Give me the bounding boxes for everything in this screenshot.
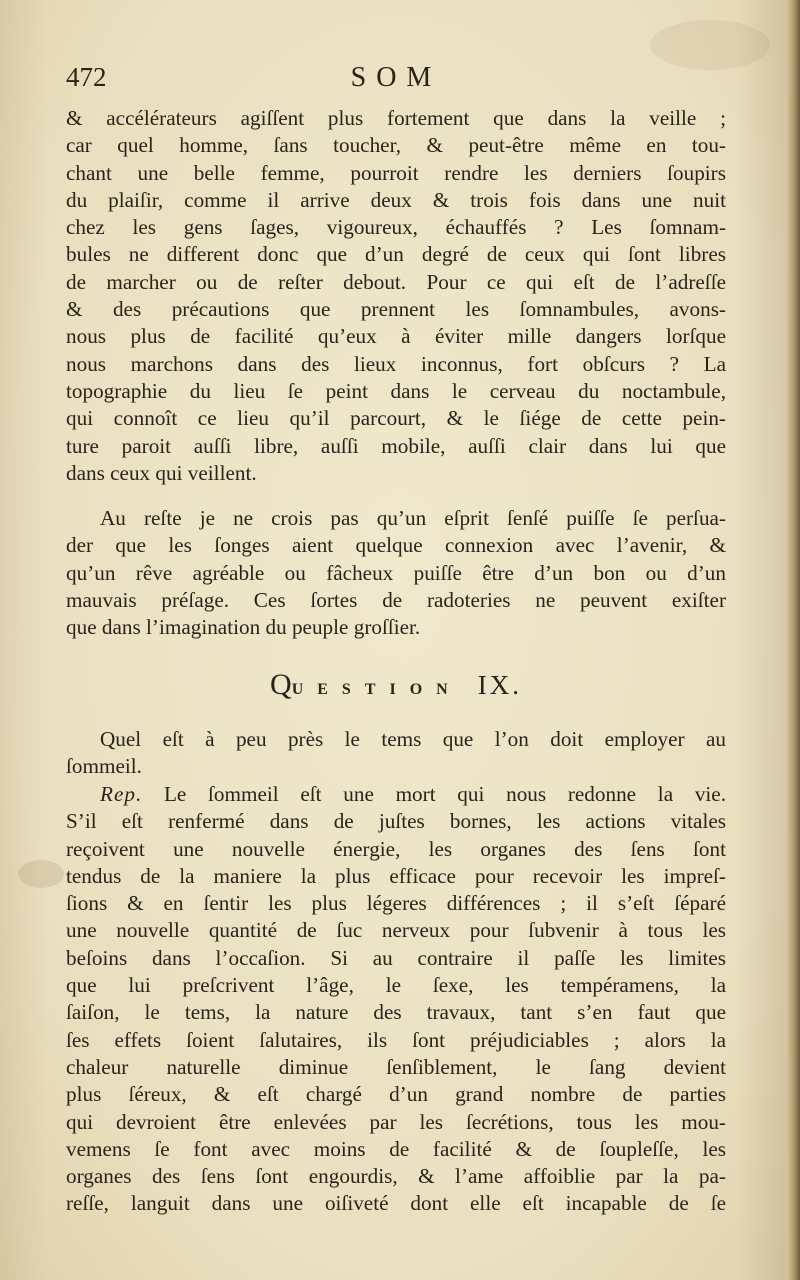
text-line: S’il eſt renfermé dans de juſtes bornes, les actions vitales	[66, 809, 726, 834]
text-line: vemens ſe font avec moins de facilité & de ſoupleſſe, les	[66, 1136, 726, 1161]
heading-initial: Q	[270, 668, 292, 701]
answer-label: Rep.	[100, 782, 143, 806]
text-line: que lui preſcrivent l’âge, le ſexe, les tempéramens, la	[66, 973, 726, 998]
text-line: plus ſéreux, & eſt chargé d’un grand nombre de parties	[66, 1082, 726, 1107]
text-line: qui devroient être enlevées par les ſecrétions, tous les mou-	[66, 1109, 726, 1134]
text-line: mauvais préſage. Ces ſortes de radoteries ne peuvent exiſter	[66, 587, 726, 612]
text-line: ſions & en ſentir les plus légeres différences ; il s’eſt ſéparé	[66, 891, 726, 916]
text-line: ture paroit auſſi libre, auſſi mobile, auſſi clair dans lui que	[66, 433, 726, 458]
text-line: reſſe, languit dans une oiſiveté dont elle eſt incapable de ſe	[66, 1191, 726, 1216]
text-line: beſoins dans l’occaſion. Si au contraire il paſſe les limites	[66, 945, 726, 970]
text-line: nous marchons dans des lieux inconnus, fort obſcurs ? La	[66, 351, 726, 376]
text-line: ſaiſon, le tems, la nature des travaux, tant s’en faut que	[66, 1000, 726, 1025]
text-line: nous plus de facilité qu’eux à éviter mille dangers lorſque	[66, 324, 726, 349]
running-head: SOM	[350, 62, 442, 93]
text-line: bules ne different donc que d’un degré de ceux qui ſont libres	[66, 242, 726, 267]
text-line: organes des ſens ſont engourdis, & l’ame affoiblie par la pa-	[66, 1164, 726, 1189]
paragraph-1	[66, 105, 726, 487]
text-line: qu’un rêve agréable ou fâcheux puiſſe être d’un bon ou d’un	[66, 560, 726, 585]
heading-numeral: IX.	[477, 670, 522, 700]
text-line: chant une belle femme, pourroit rendre les derniers ſoupirs	[66, 160, 726, 185]
text-line: & des précautions que prennent les ſomnambules, avons-	[66, 297, 726, 322]
text-line: ſommeil.	[66, 754, 142, 779]
paragraph-2	[66, 505, 726, 641]
text-line: reçoivent une nouvelle énergie, les organes des ſens ſont	[66, 836, 726, 861]
text-line: qui connoît ce lieu qu’il parcourt, & le ſiége de cette pein-	[66, 406, 726, 431]
text-line: car quel homme, ſans toucher, & peut-être même en tou-	[66, 133, 726, 158]
answer-paragraph	[66, 781, 726, 1218]
page-gutter	[786, 0, 800, 1280]
paper-stain	[18, 860, 64, 888]
text-line: ſes effets ſoient ſalutaires, ils ſont préjudiciables ; alors la	[66, 1027, 726, 1052]
text-line: topographie du lieu ſe peint dans le cerveau du noctambule,	[66, 378, 726, 403]
question-paragraph	[66, 726, 726, 781]
text-line: une nouvelle quantité de ſuc nerveux pour ſubvenir à tous les	[66, 918, 726, 943]
text-line: chaleur naturelle diminue ſenſiblement, le ſang devient	[66, 1054, 726, 1079]
section-heading	[66, 668, 726, 702]
answer-first-line-text: Le ſommeil eſt une mort qui nous redonne la vie.	[163, 782, 726, 806]
text-line: chez les gens ſages, vigoureux, échauffés ? Les ſomnam-	[66, 215, 726, 240]
text-line: Quel eſt à peu près le tems que l’on doit employer au	[100, 727, 726, 751]
answer-first-line	[66, 781, 726, 808]
page-header	[66, 62, 726, 102]
text-line: Au reſte je ne crois pas qu’un eſprit ſenſé puiſſe ſe perſua-	[100, 506, 726, 530]
text-line: tendus de la maniere la plus efficace pour recevoir les impreſ-	[66, 863, 726, 888]
heading-word: UESTION	[291, 681, 462, 698]
text-line: du plaiſir, comme il arrive deux & trois fois dans une nuit	[66, 187, 726, 212]
page-number: 472	[66, 62, 107, 92]
text-line: dans ceux qui veillent.	[66, 460, 257, 485]
text-line: & accélérateurs agiſſent plus fortement que dans la veille ;	[66, 106, 726, 130]
text-line: que dans l’imagination du peuple groſſier.	[66, 615, 421, 640]
text-line: der que les ſonges aient quelque connexion avec l’avenir, &	[66, 533, 726, 558]
text-line: de marcher ou de reſter debout. Pour ce qui eſt de l’adreſſe	[66, 269, 726, 294]
